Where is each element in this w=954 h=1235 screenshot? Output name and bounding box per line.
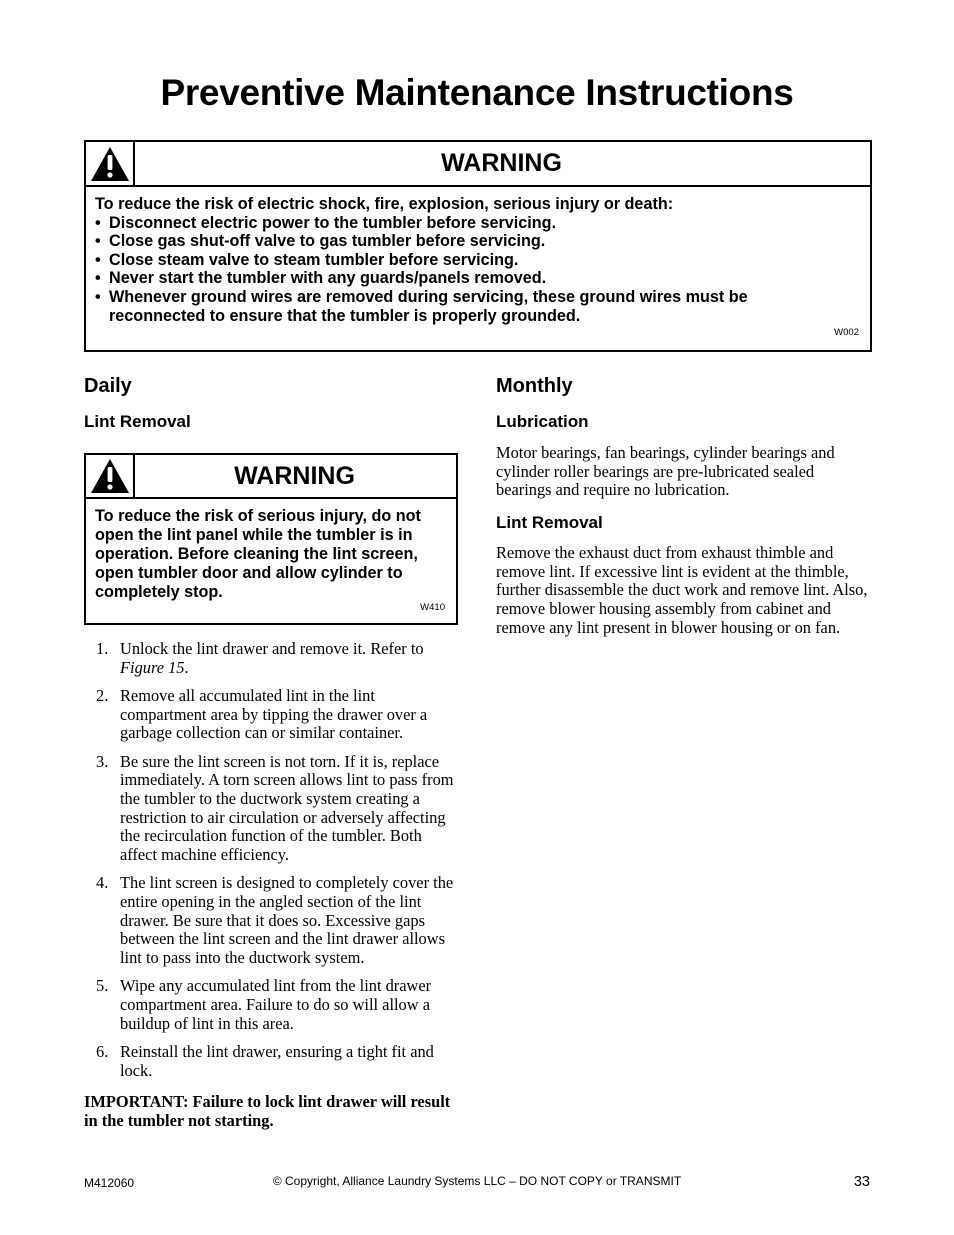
monthly-heading: Monthly [496, 375, 573, 397]
monthly-lint-removal-heading: Lint Removal [496, 513, 603, 532]
warning-header [86, 455, 456, 499]
warning-code: W410 [420, 602, 445, 613]
step-item [84, 753, 458, 865]
copyright-notice: © Copyright, Alliance Laundry Systems LLC – DO NOT COPY or TRANSMIT [272, 1174, 682, 1188]
step-number: 1. [96, 639, 109, 658]
warning-code: W002 [834, 327, 859, 338]
step-item [84, 874, 458, 968]
warning-item: • Close gas shut-off valve to gas tumbler before servicing. [95, 232, 810, 251]
warning-item: • Never start the tumbler with any guards/panels removed. [95, 269, 810, 288]
step-text: Reinstall the lint drawer, ensuring a tight fit and lock. [120, 1041, 434, 1080]
warning-triangle-icon [90, 458, 130, 494]
warning-icon-cell [86, 142, 135, 185]
step-text: Be sure the lint screen is not torn. If it is, replace immediately. A torn screen allows lint to pass from the tumbler to the ductwork system creating a restriction to air circulation or adversely affecting the recirculation function of the tumbler. Both affect machine efficiency. [120, 751, 454, 865]
step-text: Unlock the lint drawer and remove it. Refer to [120, 639, 424, 658]
warning-item: • Disconnect electric power to the tumbler before servicing. [95, 214, 810, 233]
step-text: Wipe any accumulated lint from the lint drawer compartment area. Failure to do so will allow a buildup of lint in this area. [120, 976, 432, 1033]
step-item [84, 1043, 458, 1080]
step-text: Remove all accumulated lint in the lint compartment area by tipping the drawer over a garbage collection can or similar container. [120, 685, 428, 743]
warning-triangle-icon [90, 146, 130, 182]
step-text: The lint screen is designed to completely cover the entire opening in the angled section of the lint drawer. Be sure that it does so. Excessive gaps between the lint screen and the lint drawer allows lint to pass into the ductwork system. [120, 873, 454, 968]
warning-heading: WARNING [441, 149, 562, 177]
monthly-lint-removal-text: Remove the exhaust duct from exhaust thimble and remove lint. If excessive lint is evident at the thimble, further disassemble the duct work and remove lint. Also, remove blower housing assembly from cabinet and remove any lint present in blower housing or on fan. [496, 543, 868, 637]
important-note: IMPORTANT: Failure to lock lint drawer will result in the tumbler not starting. [84, 1092, 451, 1130]
warning-text: To reduce the risk of serious injury, do not open the lint panel while the tumbler is in operation. Before cleaning the lint screen, open tumbler door and allow cylinder to completely stop. [95, 507, 421, 601]
warning-item: • Whenever ground wires are removed during servicing, these ground wires must be reconnected to ensure that the tumbler is properly grounded. [95, 288, 810, 325]
step-number: 2. [96, 685, 109, 705]
step-item [84, 977, 458, 1033]
daily-lint-removal-heading: Lint Removal [84, 412, 191, 431]
warning-intro: To reduce the risk of electric shock, fire, explosion, serious injury or death: [95, 195, 674, 213]
lubrication-text: Motor bearings, fan bearings, cylinder bearings and cylinder roller bearings are pre-lubricated sealed bearings and require no lubrication. [496, 443, 835, 500]
figure-reference: Figure 15 [120, 657, 185, 677]
lint-removal-steps [84, 640, 458, 1090]
warning-list [95, 214, 810, 326]
warning-heading: WARNING [234, 461, 355, 490]
daily-heading: Daily [84, 375, 132, 397]
warning-box-lint [84, 453, 458, 625]
warning-body [95, 195, 810, 325]
page-title: Preventive Maintenance Instructions [160, 72, 794, 113]
lubrication-heading: Lubrication [496, 412, 589, 431]
step-number: 3. [96, 751, 109, 771]
step-text-end: . [184, 657, 189, 677]
step-number: 4. [96, 873, 109, 893]
warning-item: • Close steam valve to steam tumbler before servicing. [95, 251, 810, 270]
step-item [84, 687, 458, 743]
warning-icon-cell [86, 455, 135, 497]
step-item [84, 640, 458, 677]
doc-number: M412060 [84, 1176, 135, 1190]
step-number: 5. [96, 976, 109, 996]
warning-header [86, 142, 870, 187]
page-number: 33 [853, 1174, 870, 1190]
warning-box-main [84, 140, 872, 352]
step-number: 6. [96, 1041, 109, 1061]
